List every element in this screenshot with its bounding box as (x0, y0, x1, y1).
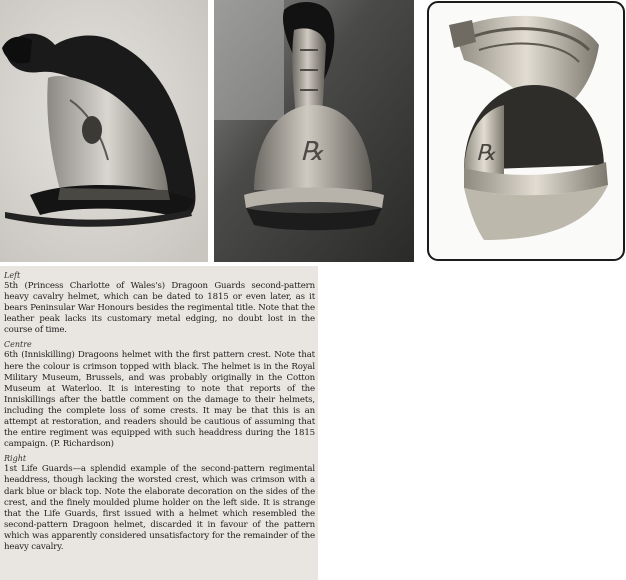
helmet-left-image (0, 0, 208, 262)
caption-heading: Right (4, 454, 27, 464)
photo-centre-helmet (214, 0, 414, 262)
helmet-centre-image (214, 0, 414, 262)
caption-heading: Left (4, 271, 21, 280)
caption-text: 6th (Inniskilling) Dragoons helmet with the first pattern crest. Note that here the colour is crimson topped with black. The helmet is in the Royal Military Museum, Brussels, and was probably originally in the Cotton Museum at Waterloo. It is interesting to note that reports of the Inniskillings after the battle comment on the damage to their helmets, including the complete loss of some crests. It may be that this is an attempt at restoration, and readers should be cautious of assuming that the entire regiment was equipped with such headdress during the 1815 campaign. (P. Richardson) (4, 350, 315, 450)
caption-left (4, 271, 315, 336)
svg-text:℞: ℞ (476, 141, 496, 166)
caption-centre (4, 340, 315, 450)
caption-heading: Centre (4, 340, 32, 350)
caption-text: 1st Life Guards—a splendid example of the second-pattern regimental headdress, though lacking the worsted crest, which was crimson with a dark blue or black top. Note the elaborate decoration on the sides of the crest, and the finely moulded plume holder on the left side. It is strange that the Life Guards, first issued with a helmet which resembled the second-pattern Dragoon helmet, discarded it in favour of the pattern which was apparently considered unsatisfactory for the remainder of the heavy cavalry. (4, 464, 315, 552)
helmet-right-image (424, 0, 626, 262)
caption-text: 5th (Princess Charlotte of Wales's) Dragoon Guards second-pattern heavy cavalry helmet, which can be dated to 1815 or even later, as it bears Peninsular War Honours besides the regimental title. Note that the leather peak lacks its customary metal edging, no doubt lost in the course of time. (4, 281, 315, 336)
photo-left-helmet (0, 0, 208, 262)
photo-right-helmet (424, 0, 626, 262)
captions-block (0, 266, 318, 580)
caption-right (4, 454, 315, 553)
svg-text:℞: ℞ (300, 137, 324, 167)
